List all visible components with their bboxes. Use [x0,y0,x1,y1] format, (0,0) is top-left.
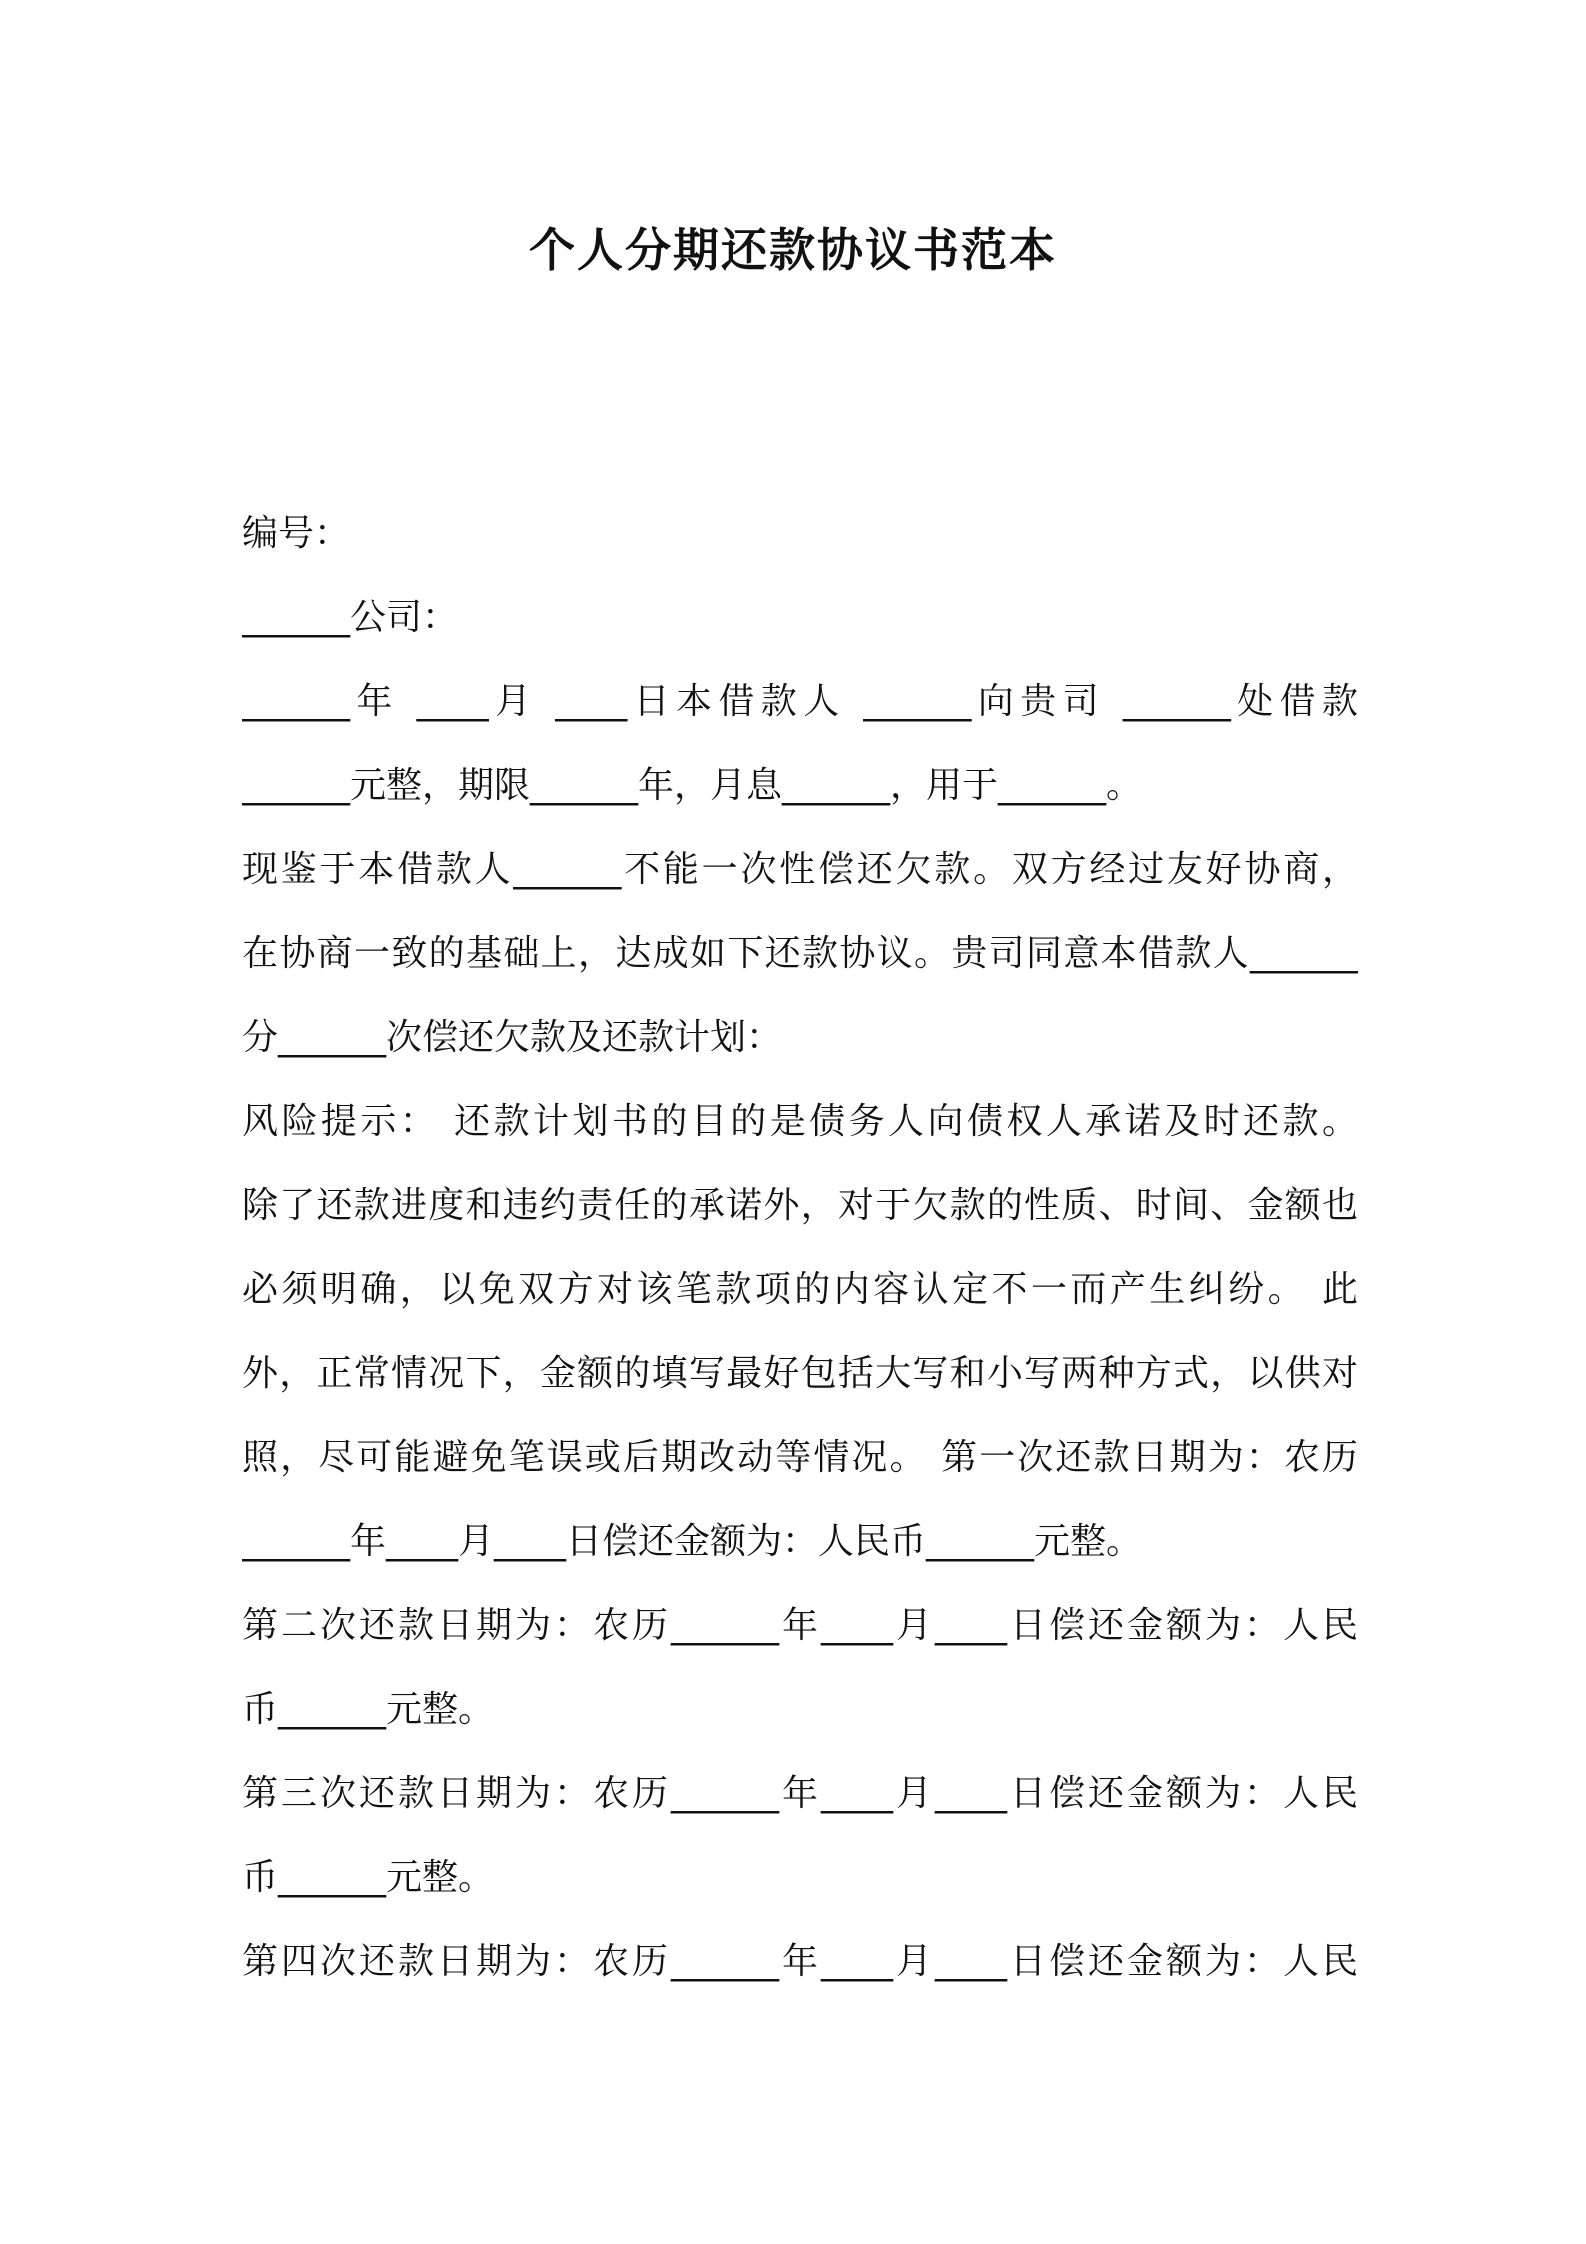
payment-3-amount-line: 币______元整。 [242,1857,495,1898]
paragraph-line: ______年 ____月 ____日本借款人 ______向贵司 ______处借款 [242,681,1358,722]
paragraph-line: 必须明确，以免双方对该笔款项的内容认定不一而产生纠纷。 此 [242,1269,1358,1310]
serial-number-line: 编号： [242,513,351,554]
paragraph-line: 照，尽可能避免笔误或后期改动等情况。 第一次还款日期为：农历 [242,1437,1358,1478]
paragraph-line: 现鉴于本借款人______不能一次性偿还欠款。双方经过友好协商， [242,849,1358,890]
payment-4-line: 第四次还款日期为：农历______年____月____日偿还金额为：人民 [242,1941,1358,1982]
paragraph-line: 除了还款进度和违约责任的承诺外，对于欠款的性质、时间、金额也 [242,1185,1358,1226]
payment-2-line: 第二次还款日期为：农历______年____月____日偿还金额为：人民 [242,1605,1358,1646]
paragraph-line: 风险提示： 还款计划书的目的是债务人向债权人承诺及时还款。 [242,1101,1358,1142]
document-body [242,492,1358,2004]
paragraph-line: 分______次偿还欠款及还款计划： [242,1017,783,1058]
paragraph-line: 在协商一致的基础上，达成如下还款协议。贵司同意本借款人______ [242,933,1358,974]
company-line: ______公司： [242,597,459,638]
paragraph-line: 外，正常情况下，金额的填写最好包括大写和小写两种方式，以供对 [242,1353,1358,1394]
payment-1-line: ______年____月____日偿还金额为：人民币______元整。 [242,1521,1143,1562]
payment-3-line: 第三次还款日期为：农历______年____月____日偿还金额为：人民 [242,1773,1358,1814]
paragraph-line: ______元整，期限______年，月息______，用于______。 [242,765,1143,806]
payment-2-amount-line: 币______元整。 [242,1689,495,1730]
document-title: 个人分期还款协议书范本 [529,223,1057,277]
